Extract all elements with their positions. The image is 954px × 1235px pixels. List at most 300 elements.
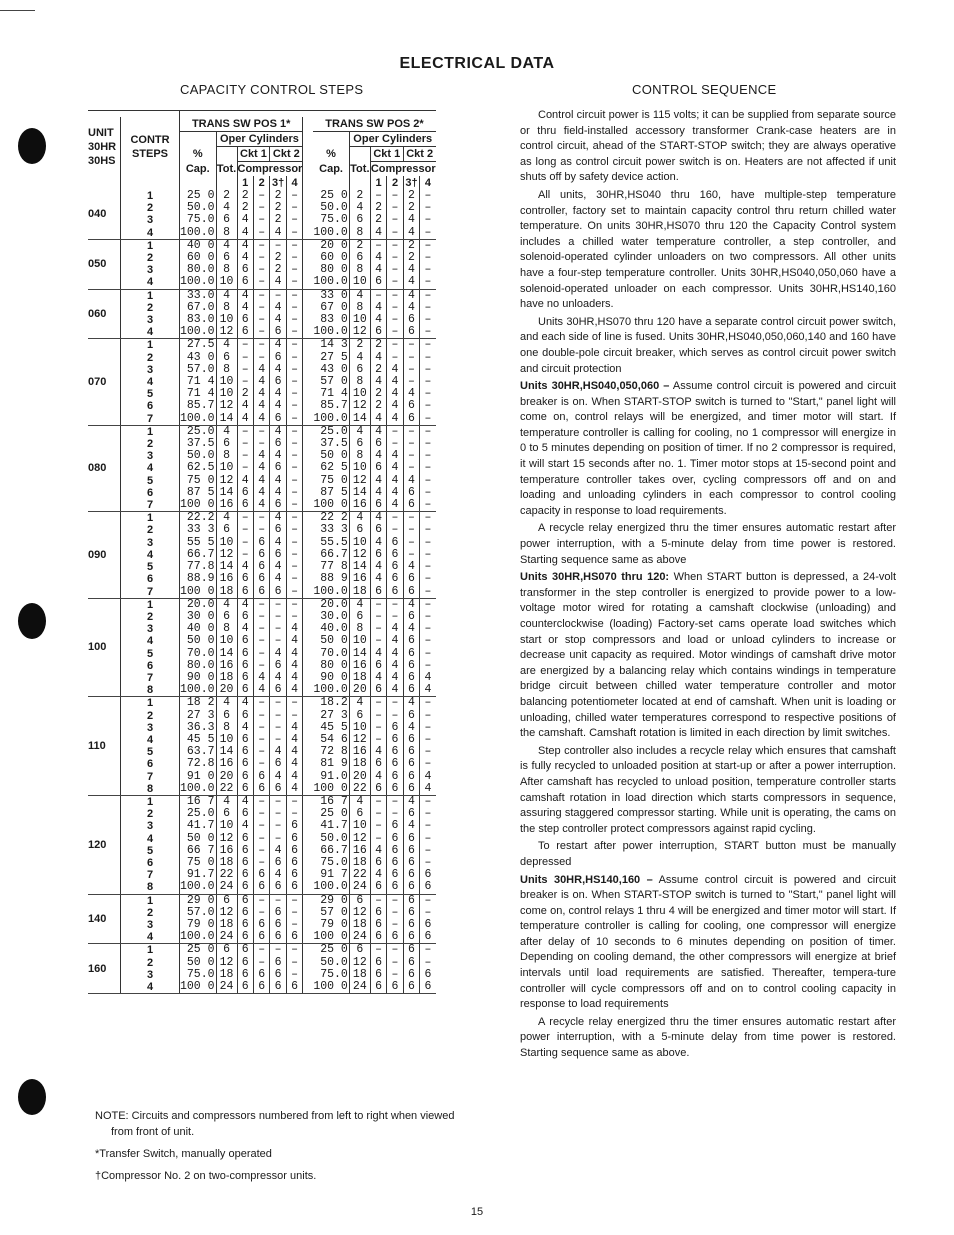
table-cell: 6: [286, 981, 302, 994]
table-cell: 4: [216, 512, 237, 525]
table-cell: –: [420, 944, 436, 957]
table-cell: –: [403, 352, 419, 364]
step-number: 8: [121, 881, 180, 894]
table-cell: –: [253, 623, 269, 635]
table-cell: 8: [349, 302, 370, 314]
table-cell: 87 5: [320, 485, 348, 499]
step-number: 4: [121, 276, 180, 289]
table-cell: 4: [253, 413, 269, 426]
step-number: 1: [121, 894, 180, 907]
table-cell: –: [237, 339, 253, 352]
table-cell: –: [286, 314, 302, 326]
step-number: 4: [121, 931, 180, 944]
cs-section-070-120: Units 30HR,HS070 thru 120: When START button is depressed, a 24-volt transformer in the step controller is energized to provide power to a low-voltage motor wired for rotating a camshaft clockwise (unloading) and counterclockwise (loading) Factory-set cams operate load switches which start or stop compressors and load or unload cylinders to increase or decrease unit capacity as required. Motor windings of camshaft drive motor are energized by a balancing relay which contains windings in temperature bridge circuit between chilled water temperature controller and motor balancing potentiometer located at end of camshaft. When unit is loading or unloading, chilled water temperatures correspond to respective positions of the camshaft. Camshaft rotation is limited in each direction by limit switches.: [520, 571, 896, 740]
table-cell: –: [420, 524, 436, 536]
table-cell: 90 0: [180, 672, 217, 684]
pos1-comp-1: 1: [237, 176, 253, 190]
table-cell: –: [420, 635, 436, 647]
table-cell: 8: [349, 264, 370, 276]
table-cell: 4: [403, 214, 419, 226]
table-cell: –: [403, 537, 419, 549]
table-cell: –: [286, 957, 302, 969]
table-cell: 20: [216, 771, 237, 783]
table-cell: 75 0: [180, 475, 217, 487]
table-cell: 6: [253, 981, 269, 994]
table-cell: 55 5: [180, 537, 217, 549]
table-cell: 6: [403, 907, 419, 919]
table-cell: –: [370, 710, 386, 722]
table-cell: 4: [370, 314, 386, 326]
pos2-ckt2: Ckt 2: [403, 147, 435, 162]
table-cell: 4: [216, 795, 237, 808]
table-cell: 16: [216, 845, 237, 857]
table-cell: 6: [403, 857, 419, 869]
unit-size: 100: [88, 598, 121, 697]
table-cell: 6: [349, 524, 370, 536]
table-cell: 6: [387, 833, 403, 845]
table-cell: 24: [349, 981, 370, 994]
table-cell: 14: [349, 487, 370, 499]
step-number: 2: [121, 252, 180, 264]
table-cell: –: [420, 326, 436, 339]
table-cell: 6: [387, 549, 403, 561]
table-cell: 6: [403, 586, 419, 599]
table-cell: 25 0: [180, 190, 217, 202]
column-gap: [303, 499, 314, 512]
table-cell: 10: [216, 635, 237, 647]
table-cell: –: [387, 795, 403, 808]
table-cell: –: [420, 611, 436, 623]
table-cell: 6: [403, 981, 419, 994]
table-cell: –: [420, 376, 436, 388]
table-cell: –: [403, 549, 419, 561]
table-cell: 6: [370, 586, 386, 599]
table-cell: –: [270, 635, 286, 647]
table-cell: 14: [216, 561, 237, 573]
table-cell: –: [237, 549, 253, 561]
table-cell: –: [286, 450, 302, 462]
table-cell: –: [286, 239, 302, 252]
table-cell: 91 0: [180, 771, 217, 783]
table-cell: 8: [349, 623, 370, 635]
step-number: 1: [121, 339, 180, 352]
table-cell: –: [237, 462, 253, 474]
table-cell: 6: [403, 487, 419, 499]
unit-size: 160: [88, 944, 121, 994]
table-cell: 50 0: [180, 833, 217, 845]
table-cell: –: [420, 561, 436, 573]
pos2-comp-2: 2: [387, 176, 403, 190]
table-cell: –: [420, 252, 436, 264]
table-cell: 4: [420, 783, 436, 796]
table-cell: 6: [237, 573, 253, 585]
table-cell: 4: [349, 352, 370, 364]
table-cell: 4: [370, 252, 386, 264]
table-cell: 22.2: [180, 512, 217, 525]
binder-hole-2: [18, 603, 46, 639]
table-cell: 4: [270, 302, 286, 314]
table-cell: 66.7: [180, 549, 217, 561]
table-cell: 80 0: [320, 263, 348, 277]
table-cell: 25 0: [320, 943, 348, 957]
step-number: 7: [121, 771, 180, 783]
step-number: 1: [121, 795, 180, 808]
unit-size: 140: [88, 894, 121, 944]
table-row: [88, 881, 436, 894]
table-cell: –: [420, 499, 436, 512]
table-cell: 10: [349, 276, 370, 289]
table-cell: –: [253, 758, 269, 770]
column-gap: [303, 326, 314, 339]
table-cell: 4: [270, 339, 286, 352]
table-cell: –: [420, 957, 436, 969]
table-cell: –: [370, 611, 386, 623]
table-cell: 10: [216, 820, 237, 832]
table-cell: 6: [403, 869, 419, 881]
table-cell: –: [253, 214, 269, 226]
step-number: 2: [121, 808, 180, 820]
table-cell: –: [420, 413, 436, 426]
table-cell: –: [253, 697, 269, 710]
table-cell: 4: [349, 289, 370, 302]
table-cell: 6: [370, 684, 386, 697]
table-cell: 18: [216, 969, 237, 981]
table-cell: 91 7: [320, 868, 348, 882]
table-cell: 6: [237, 660, 253, 672]
table-cell: 6: [270, 919, 286, 931]
column-gap: [303, 648, 314, 660]
table-cell: 6: [420, 931, 436, 944]
table-cell: –: [420, 388, 436, 400]
column-gap: [303, 190, 314, 202]
table-cell: 100 0: [180, 980, 215, 993]
table-row: [88, 697, 436, 710]
table-cell: 6: [237, 894, 253, 907]
table-cell: 88 9: [320, 572, 348, 586]
column-gap: [303, 833, 314, 845]
unit-size: 050: [88, 239, 121, 289]
table-cell: 6: [270, 783, 286, 796]
table-cell: –: [286, 190, 302, 202]
table-cell: 45 5: [320, 720, 348, 734]
table-cell: –: [420, 820, 436, 832]
table-cell: 4: [370, 869, 386, 881]
table-cell: 6: [403, 919, 419, 931]
page-number: 15: [470, 1206, 484, 1218]
table-cell: 4: [216, 339, 237, 352]
table-cell: 72.8: [180, 758, 217, 770]
table-cell: 6: [387, 771, 403, 783]
table-cell: –: [420, 734, 436, 746]
table-cell: 6: [253, 869, 269, 881]
step-number: 4: [121, 981, 180, 994]
table-cell: 20 0: [320, 238, 348, 252]
table-cell: 18: [216, 919, 237, 931]
column-gap: [303, 697, 314, 710]
table-cell: 91.7: [180, 869, 217, 881]
table-cell: 6: [253, 561, 269, 573]
table-cell: 2: [270, 264, 286, 276]
table-cell: 18: [216, 672, 237, 684]
table-cell: 37.5: [180, 438, 217, 450]
column-gap: [303, 845, 314, 857]
table-row: [88, 289, 436, 302]
table-cell: 12: [216, 475, 237, 487]
table-cell: –: [420, 190, 436, 202]
table-cell: 87 5: [180, 487, 217, 499]
step-number: 4: [121, 376, 180, 388]
table-cell: 67.0: [180, 302, 217, 314]
table-cell: 8: [349, 376, 370, 388]
table-cell: 12: [216, 907, 237, 919]
table-cell: –: [403, 524, 419, 536]
table-cell: 4: [270, 648, 286, 660]
cs-section-070-120-restart: To restart after power interruption, START button must be manually depressed: [520, 840, 896, 868]
table-cell: 6: [403, 314, 419, 326]
table-cell: 6: [237, 881, 253, 894]
table-cell: 6: [403, 957, 419, 969]
table-cell: –: [387, 352, 403, 364]
pos1-oper-cylinders: Oper Cylinders: [216, 132, 303, 147]
column-gap: [303, 894, 314, 907]
left-heading: CAPACITY CONTROL STEPS: [180, 82, 364, 97]
step-number: 3: [121, 919, 180, 931]
table-cell: –: [420, 586, 436, 599]
table-cell: –: [286, 894, 302, 907]
table-cell: –: [370, 697, 386, 710]
table-cell: 6: [270, 499, 286, 512]
table-cell: 6: [237, 586, 253, 599]
table-cell: 10: [216, 734, 237, 746]
pos1-compressor: Compressor: [237, 162, 303, 175]
table-cell: –: [420, 352, 436, 364]
table-cell: –: [370, 833, 386, 845]
table-cell: 85.7: [180, 400, 217, 412]
cs-section-070-120-step: Step controller also includes a recycle relay which ensures that camshaft is fully recycled to unloaded position at start-up or after a power interruption. After camshaft has recycled to unload position, temperature controller starts camshaft rotation in load direction which starts compressors in sequence, assuring staggered compressor starting. While unit is operating, the cams on the step controller protect compressors against rapid cycling.: [520, 744, 896, 835]
table-cell: –: [270, 894, 286, 907]
table-cell: 6: [349, 364, 370, 376]
table-cell: 100.0: [180, 325, 215, 339]
step-number: 7: [121, 413, 180, 426]
table-cell: 12: [349, 734, 370, 746]
table-cell: –: [420, 400, 436, 412]
table-cell: 16: [349, 746, 370, 758]
column-gap: [303, 302, 314, 314]
table-cell: 75 0: [180, 857, 217, 869]
table-cell: 6: [237, 981, 253, 994]
table-cell: 100 0: [180, 584, 215, 598]
table-cell: –: [253, 202, 269, 214]
table-cell: 22 2: [320, 511, 348, 525]
table-cell: 6: [370, 499, 386, 512]
table-cell: 6: [387, 746, 403, 758]
table-cell: 6: [370, 438, 386, 450]
table-cell: 6: [387, 845, 403, 857]
note-compressor: †Compressor No. 2 on two-compressor units.: [95, 1170, 317, 1182]
table-cell: 4: [370, 227, 386, 240]
table-cell: 6: [403, 611, 419, 623]
table-cell: 75.0: [320, 213, 348, 227]
table-cell: –: [286, 697, 302, 710]
table-cell: 6: [286, 845, 302, 857]
table-cell: 4: [403, 289, 419, 302]
table-cell: –: [420, 710, 436, 722]
column-gap: [303, 364, 314, 376]
table-cell: 6: [237, 710, 253, 722]
column-gap: [303, 783, 314, 796]
table-cell: –: [387, 276, 403, 289]
table-cell: –: [286, 537, 302, 549]
step-number: 8: [121, 684, 180, 697]
table-cell: 6: [237, 487, 253, 499]
table-cell: 50 0: [320, 634, 348, 648]
table-cell: 4: [270, 537, 286, 549]
table-cell: 57 0: [320, 905, 348, 919]
table-cell: 4: [370, 845, 386, 857]
table-cell: –: [403, 438, 419, 450]
step-number: 3: [121, 820, 180, 832]
table-cell: 4: [420, 672, 436, 684]
table-cell: –: [253, 944, 269, 957]
table-cell: –: [420, 857, 436, 869]
column-gap: [303, 289, 314, 302]
step-number: 1: [121, 190, 180, 202]
unit-size: 070: [88, 339, 121, 425]
table-cell: 6: [370, 660, 386, 672]
table-cell: 33 3: [180, 524, 217, 536]
table-cell: 6: [237, 746, 253, 758]
table-cell: 4: [270, 227, 286, 240]
table-cell: –: [420, 450, 436, 462]
table-cell: 6: [270, 376, 286, 388]
table-cell: –: [420, 907, 436, 919]
table-cell: –: [370, 820, 386, 832]
table-cell: 6: [370, 462, 386, 474]
pos2-oper-cylinders: Oper Cylinders: [349, 132, 435, 147]
table-cell: 6: [216, 808, 237, 820]
table-cell: 6: [403, 881, 419, 894]
unit-size: 110: [88, 697, 121, 796]
step-number: 6: [121, 487, 180, 499]
table-cell: 6: [286, 869, 302, 881]
table-cell: 12: [216, 549, 237, 561]
table-cell: 10: [216, 276, 237, 289]
table-cell: –: [387, 919, 403, 931]
table-cell: 80.0: [180, 660, 217, 672]
table-cell: –: [237, 438, 253, 450]
column-gap: [303, 352, 314, 364]
table-cell: 4: [216, 239, 237, 252]
table-cell: 33.0: [180, 289, 217, 302]
table-cell: 4: [237, 795, 253, 808]
table-cell: 100.0: [180, 411, 215, 425]
table-cell: 6: [237, 314, 253, 326]
table-cell: –: [270, 611, 286, 623]
table-cell: 50.0: [180, 202, 217, 214]
table-cell: 6: [237, 869, 253, 881]
table-cell: 24: [349, 881, 370, 894]
table-cell: –: [286, 252, 302, 264]
table-cell: 6: [420, 981, 436, 994]
table-cell: 37.5: [320, 437, 348, 451]
table-cell: 100.0: [313, 411, 348, 425]
pos2-header: TRANS SW POS 2*: [313, 117, 435, 132]
table-cell: 6: [403, 400, 419, 412]
table-cell: –: [270, 623, 286, 635]
table-cell: 100 0: [313, 980, 348, 993]
table-cell: 4: [387, 635, 403, 647]
table-cell: –: [286, 573, 302, 585]
table-cell: 4: [286, 734, 302, 746]
table-cell: –: [270, 820, 286, 832]
cs-section-140-160-recycle: A recycle relay energized thru the timer ensures automatic restart after power interruption, with a 5-minute delay from time power is restored. Starting sequence same as above.: [520, 1015, 896, 1060]
table-cell: –: [370, 795, 386, 808]
column-gap: [303, 252, 314, 264]
table-cell: 14: [216, 487, 237, 499]
table-cell: 100 0: [313, 781, 348, 795]
table-cell: –: [420, 438, 436, 450]
steps-header: CONTR STEPS: [121, 117, 180, 176]
table-cell: 6: [349, 808, 370, 820]
table-cell: 43 0: [320, 362, 348, 376]
column-gap: [303, 549, 314, 561]
table-cell: 91.0: [320, 769, 348, 783]
table-cell: –: [387, 611, 403, 623]
table-cell: 6: [270, 524, 286, 536]
table-cell: 4: [286, 660, 302, 672]
table-cell: 6: [387, 981, 403, 994]
table-cell: 12: [349, 549, 370, 561]
table-cell: 6: [216, 252, 237, 264]
table-cell: –: [420, 808, 436, 820]
table-cell: 4: [387, 684, 403, 697]
table-cell: 6: [403, 931, 419, 944]
table-cell: –: [253, 808, 269, 820]
step-number: 1: [121, 697, 180, 710]
pos1-pct: %: [180, 147, 217, 162]
table-cell: –: [420, 537, 436, 549]
table-cell: 4: [387, 413, 403, 426]
table-cell: 6: [270, 881, 286, 894]
pos2-tot: Tot.: [350, 162, 370, 175]
table-cell: 6: [349, 944, 370, 957]
table-cell: 30.0: [320, 609, 348, 623]
table-cell: –: [237, 512, 253, 525]
table-cell: 71 4: [180, 376, 217, 388]
table-cell: 40 0: [180, 239, 217, 252]
column-gap: [303, 425, 314, 438]
table-cell: 12: [216, 833, 237, 845]
table-cell: 57.0: [180, 907, 217, 919]
table-cell: 100.0: [180, 930, 215, 944]
table-cell: 100.0: [180, 275, 215, 289]
table-cell: 100.0: [180, 781, 215, 795]
table-cell: 41.7: [320, 819, 348, 833]
table-cell: –: [237, 352, 253, 364]
step-number: 6: [121, 758, 180, 770]
table-cell: 50.0: [320, 955, 348, 969]
table-cell: 6: [237, 907, 253, 919]
table-cell: 14: [216, 746, 237, 758]
table-cell: 6: [270, 758, 286, 770]
table-cell: –: [286, 388, 302, 400]
table-cell: 4: [403, 475, 419, 487]
capacity-table-wrap: [88, 110, 470, 994]
table-cell: –: [253, 648, 269, 660]
table-cell: –: [286, 376, 302, 388]
table-cell: –: [270, 697, 286, 710]
table-cell: 16: [216, 758, 237, 770]
